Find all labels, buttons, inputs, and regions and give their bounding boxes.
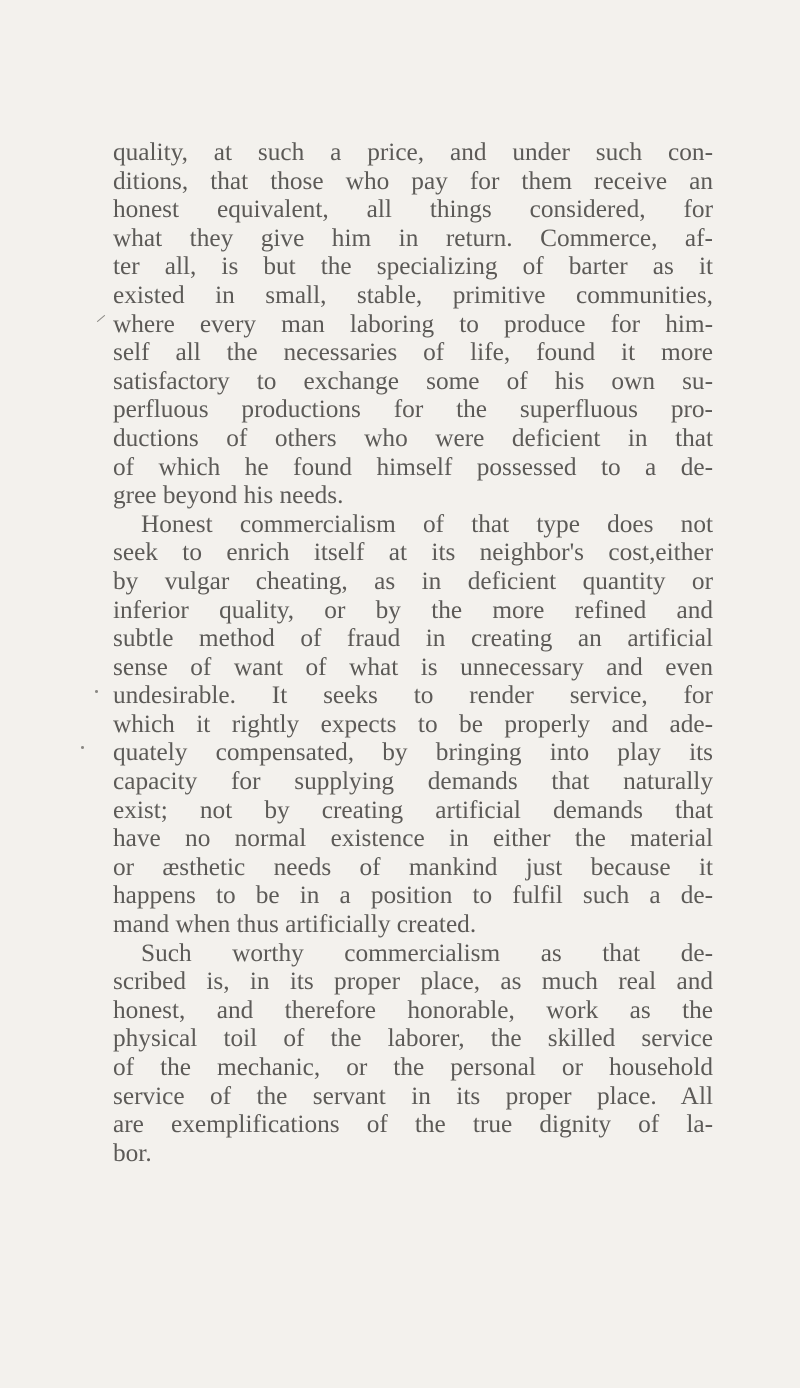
stray-mark (97, 315, 105, 322)
text-line: where every man laboring to produce for him- (113, 309, 713, 338)
text-line: have no normal existence in either the material (113, 824, 713, 853)
text-line: of which he found himself possessed to a de- (113, 452, 713, 481)
text-line: ductions of others who were deficient in that (113, 423, 713, 452)
stray-mark (81, 746, 84, 749)
text-line: which it rightly expects to be properly and ade- (113, 709, 713, 738)
text-line: satisfactory to exchange some of his own su- (113, 366, 713, 395)
text-line: are exemplifications of the true dignity of la- (113, 1110, 713, 1139)
text-line: quality, at such a price, and under such con- (113, 138, 713, 166)
text-line: what they give him in return. Commerce, af- (113, 223, 713, 252)
text-line: by vulgar cheating, as in deficient quantity or (113, 566, 713, 595)
text-line: scribed is, in its proper place, as much real and (113, 967, 713, 996)
text-line: ditions, that those who pay for them receive an (113, 166, 713, 195)
text-line: mand when thus artificially created. (113, 910, 477, 939)
text-line: sense of want of what is unnecessary and even (113, 652, 713, 681)
text-line: gree beyond his needs. (113, 481, 344, 510)
text-line: honest equivalent, all things considered, for (113, 195, 713, 224)
text-line: quately compensated, by bringing into play its (113, 738, 713, 767)
text-line: or æsthetic needs of mankind just because it (113, 852, 713, 881)
text-line: happens to be in a position to fulfil such a de- (113, 881, 713, 910)
text-line: inferior quality, or by the more refined and (113, 595, 713, 624)
paragraph-first-line: Honest commercialism of that type does not (141, 509, 713, 538)
stray-mark (95, 690, 98, 693)
text-line: physical toil of the laborer, the skilled service (113, 1024, 713, 1053)
text-line: exist; not by creating artificial demands that (113, 795, 713, 824)
text-line: seek to enrich itself at its neighbor's cost,either (113, 538, 713, 567)
text-line: service of the servant in its proper place. All (113, 1081, 713, 1110)
text-line: self all the necessaries of life, found it more (113, 338, 713, 367)
text-line: capacity for supplying demands that naturally (113, 767, 713, 796)
paragraph-first-line: Such worthy commercialism as that de- (141, 938, 713, 967)
body-text (113, 138, 713, 1167)
text-line: bor. (113, 1138, 152, 1167)
text-line: honest, and therefore honorable, work as the (113, 995, 713, 1024)
text-line: existed in small, stable, primitive communities, (113, 280, 713, 309)
text-line: of the mechanic, or the personal or household (113, 1053, 713, 1081)
text-line: ter all, is but the specializing of barter as it (113, 252, 713, 281)
text-line: subtle method of fraud in creating an artificial (113, 624, 713, 653)
text-line: perfluous productions for the superfluous pro- (113, 395, 713, 424)
text-line: undesirable. It seeks to render service, for (113, 681, 713, 710)
